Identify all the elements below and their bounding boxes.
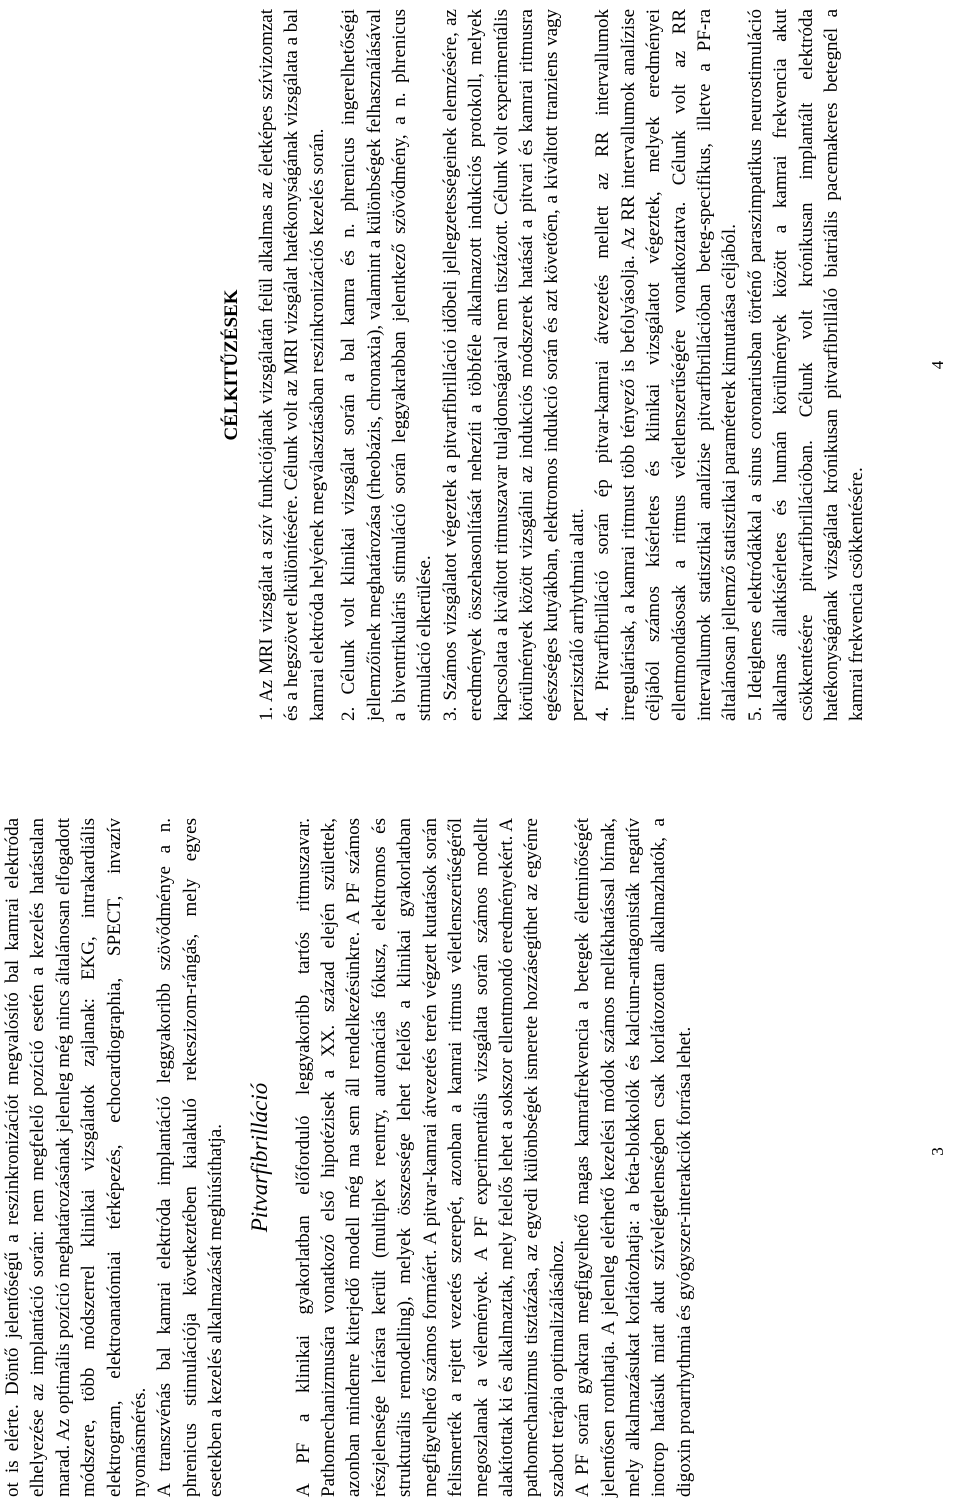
section-subheading: Pitvarfibrilláció [246,1082,272,1233]
objective-item: 1. Az MRI vizsgálat a szív funkciójának vizsgálatán felül alkalmas az életképes szívizomzat és a hegszövet elkülönítésére. Célunk volt az MRI vizsgálat hatékonyságának vizsgálata a bal kamrai elektróda helyének megválasztásában reszinkronizációs kezelés során. [256,9,328,721]
paragraph: A transzvénás bal kamrai elektróda implantáció leggyakoribb szövődménye a n. phrenicus stimulációja következtében kialakuló rekeszizom-rángás, mely egyes esetekben a kezelés alkalmazását meghiúsíthatja. [154,818,227,1497]
paragraph: A PF a klinikai gyakorlatban előforduló leggyakoribb tartós ritmuszavar. Pathomechanizmusára vonatkozó első hipotézisek a XX. század elején születtek, azonban mindenre kiterjedő modell még ma sem áll rendelkezésünkre. A PF számos részjelensége leírásra került (multiplex reentry, automáciás fókusz, elektromos és strukturális remodelling), melyek összessége lehet felelős a klinikai gyakorlatban megfigyelhető számos formáért. A pitvar-kamrai átvezetés terén végzett kutatások során felismerték a rejtett vezetés szerepét, azonban a kamrai ritmus véletlenszerűségéről megoszlanak a vélemények. A PF experimentális vizsgálata során számos modellt alakítottak ki és alkalmaztak, mely felelős lehet a sokszor ellentmondó eredményekért. A pathomechanizmus tisztázása, az egyedi különbségek ismerete hozzásegíthet az egyénre szabott terápia optimalizálásához. [292,818,568,1497]
objective-item: 5. Ideiglenes elektródákkal a sinus coronariusban történő paraszimpatikus neurostimuláció alkalmas állatkísérletes és humán körülmények között a kamrai frekvencia akut csökkentésére pitvarfibrillációban. Célunk volt krónikusan implantált elektróda hatékonyságának vizsgálata krónikusan pitvarfibrilláló biatriális pacemakeres betegnél a kamrai frekvencia csökkentésére. [744,9,868,721]
left-page [0,818,697,1497]
paragraph: A PF során gyakran megfigyelhető magas kamrafrekvencia a betegek életminőségét jelentősen ronthatja. A jelenleg elérhető kezelési módok számos mellékhatással bírnak, mely alkalmazásukat korlátozhatja: a béta-blokkolók és kalcium-antagonisták negatív inotrop hatásuk miatt akut szívelégtelenségben csak korlátozottan alkalmazhatók, a digoxin proarrhythmia és gyógyszer-interakciók forrása lehet. [572,818,695,1497]
page-number-left: 3 [928,1147,947,1156]
objective-item: 4. Pitvarfibrilláció során ép pitvar-kamrai átvezetés mellett az RR intervallumok irregulárisak, a kamrai ritmust több tényező is befolyásolja. Az RR intervallumok analízise céljából számos kísérletes és klinikai vizsgálatot végeztek, melyek eredményei ellentmondásosak a ritmus véletlenszerűségére vonatkoztatva. Célunk volt az RR intervallumok statisztikai analízise pitvarfibrillációban beteg-specifikus, illetve a PF-ra általánosan jellemző statisztikai paraméterek kimutatása céljából. [592,9,741,721]
page-number-right: 4 [928,360,947,370]
objective-item: 3. Számos vizsgálatot végeztek a pitvarfibrilláció időbeli jellegzetességeinek elemzésére, az eredmények összehasonlítását nehezíti a többféle alkalmazott indukciós protokoll, melyek kapcsolata a kiváltott ritmuszavar tulajdonságaival nem tisztázott. Célunk volt experimentális körülmények között vizsgálni az indukciós módszerek hatását a pitvari és kamrai ritmusra egészséges kutyákban, elektromos indukció során és azt követően, a kiváltott tranziens vagy perzisztáló arrhythmia alatt. [439,9,588,721]
objective-item: 2. Célunk volt klinikai vizsgálat során a bal kamra és n. phrenicus ingerelhetőségi jellemzőinek meghatározása (rheobázis, chronaxia), valamint a különbségek felhasználásával a biventrikuláris stimuláció során leggyakrabban jelentkező szövődmény, a n. phrenicus stimuláció elkerülése. [338,9,436,721]
right-page [0,9,870,721]
section-heading: CÉLKITŰZÉSEK [221,289,242,441]
paragraph: ot is elérte. Döntő jelentőségű a reszinkronizációt megvalósító bal kamrai elektróda elhelyezése az implantáció során: nem megfelelő pozíció esetén a kezelés hatástalan marad. Az optimális pozíció meghatározásának jelenleg még nincs általánosan elfogadott módszere, több módszerrel klinikai vizsgálatok zajlanak: EKG, intrakardiális elektrogram, elektroanatómiai térképezés, echocardiographia, SPECT, invazív nyomásmérés. [2,818,151,1497]
